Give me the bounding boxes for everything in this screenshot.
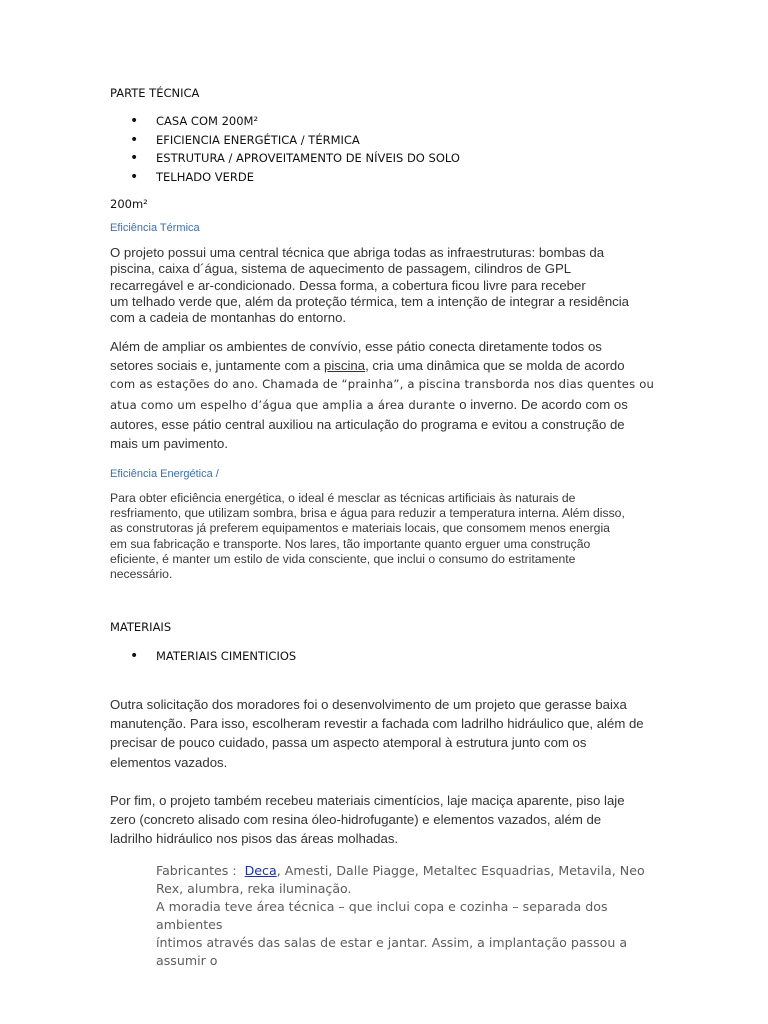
section-title-parte-tecnica: PARTE TÉCNICA	[110, 86, 200, 100]
paragraph-line: em sua fabricação e transporte. Nos lares, tão importante quanto erguer uma construção	[110, 536, 591, 551]
list-item	[130, 647, 296, 666]
list-item	[130, 131, 460, 150]
eficiencia-termica-paragraph-2	[110, 337, 658, 453]
paragraph-line: um telhado verde que, além da proteção térmica, tem a intenção de integrar a residência	[110, 293, 630, 309]
list-item-text: CASA COM 200M²	[156, 114, 259, 128]
list-item	[130, 112, 460, 131]
bullet-icon: •	[130, 169, 139, 186]
paragraph-line: manutenção. Para isso, escolheram revestir a fachada com ladrilho hidráulico que, além de	[110, 716, 644, 732]
paragraph-line: com a cadeia de montanhas do entorno.	[110, 310, 347, 326]
paragraph-line: O projeto possui uma central técnica que abriga todas as infraestruturas: bombas da	[110, 245, 605, 260]
materiais-bullet-list	[130, 647, 296, 666]
fabricantes-block	[156, 862, 656, 970]
text-span: atua como um espelho d’água que amplia a área durante	[110, 397, 460, 412]
paragraph-line: ladrilho hidráulico nos pisos das áreas molhadas.	[110, 831, 399, 847]
paragraph-line: Outra solicitação dos moradores foi o desenvolvimento de um projeto que gerasse baixa	[110, 697, 627, 712]
eficiencia-energetica-paragraph	[110, 491, 658, 582]
bullet-icon: •	[130, 131, 139, 148]
paragraph-line: piscina, caixa d´água, sistema de aquecimento de passagem, cilindros de GPL	[110, 261, 572, 277]
paragraph-line: autores, esse pátio central auxiliou na articulação do programa e evitou a construção de	[110, 416, 625, 432]
text-span: , Amesti, Dalle Piagge, Metaltec Esquadrias, Metavila, Neo	[276, 863, 645, 878]
paragraph-line: necessário.	[110, 567, 173, 582]
paragraph-line: as construtoras já preferem equipamentos e materiais locais, que consomem menos energia	[110, 521, 610, 536]
list-item-text: TELHADO VERDE	[156, 170, 255, 185]
section-title-materiais: MATERIAIS	[110, 620, 172, 634]
moradia-line: íntimos através das salas de estar e jantar. Assim, a implantação passou a assumir o	[156, 935, 628, 968]
bullet-icon: •	[130, 113, 139, 129]
moradia-line: A moradia teve área técnica – que inclui copa e cozinha – separada dos ambientes	[156, 899, 608, 932]
paragraph-line	[110, 395, 658, 415]
materiais-paragraph-1	[110, 695, 658, 772]
fabricantes-line	[156, 862, 656, 880]
paragraph-line: precisar de pouco cuidado, passa um aspecto atemporal à estrutura junto com os	[110, 735, 587, 751]
text-span: o inverno. De acordo com os	[459, 396, 628, 412]
eficiencia-termica-paragraph-1	[110, 245, 658, 326]
bullet-icon: •	[130, 150, 139, 167]
paragraph-line: zero (concreto alisado com resina óleo-hidrofugante) e elementos vazados, além de	[110, 812, 602, 828]
text-span: setores sociais e, juntamente com a	[110, 358, 325, 374]
eficiencia-energetica-label: Eficiência Energética /	[110, 468, 219, 480]
piscina-link[interactable]: piscina	[324, 358, 366, 374]
materiais-paragraph-2	[110, 791, 658, 849]
paragraph-line: Além de ampliar os ambientes de convívio, esse pátio conecta diretamente todos os	[110, 339, 602, 354]
list-item-text: ESTRUTURA / APROVEITAMENTO DE NÍVEIS DO SOLO	[156, 151, 460, 166]
paragraph-line: Para obter eficiência energética, o ideal é mesclar as técnicas artificiais às naturais de	[110, 491, 576, 505]
paragraph-line: recarregável e ar-condicionado. Dessa forma, a cobertura ficou livre para receber	[110, 277, 586, 293]
list-item	[130, 149, 460, 168]
text-span: , cria uma dinâmica que se molda de acordo	[365, 358, 625, 374]
parte-tecnica-bullet-list	[130, 112, 460, 187]
list-item	[130, 168, 460, 187]
fabricantes-line: Rex, alumbra, reka iluminação.	[156, 881, 352, 896]
paragraph-line	[110, 356, 658, 375]
area-label: 200m²	[110, 197, 148, 211]
paragraph-line: com as estações do ano. Chamada de “prainha”, a piscina transborda nos dias quentes ou	[110, 377, 655, 392]
paragraph-line: Por fim, o projeto também recebeu materiais cimentícios, laje maciça aparente, piso laje	[110, 793, 625, 808]
deca-link[interactable]: Deca	[244, 863, 277, 878]
paragraph-line: resfriamento, que utilizam sombra, brisa e água para reduzir a temperatura interna. Além disso,	[110, 506, 625, 521]
paragraph-line: mais um pavimento.	[110, 436, 228, 452]
eficiencia-termica-label: Eficiência Térmica	[110, 222, 200, 234]
text-span: Fabricantes :	[156, 863, 245, 878]
paragraph-line: eficiente, é manter um estilo de vida consciente, que inclui o consumo do estritamente	[110, 551, 576, 566]
list-item-text: MATERIAIS CIMENTICIOS	[156, 649, 297, 663]
paragraph-line: elementos vazados.	[110, 754, 228, 770]
list-item-text: EFICIENCIA ENERGÉTICA / TÉRMICA	[156, 132, 360, 147]
bullet-icon: •	[130, 648, 139, 664]
